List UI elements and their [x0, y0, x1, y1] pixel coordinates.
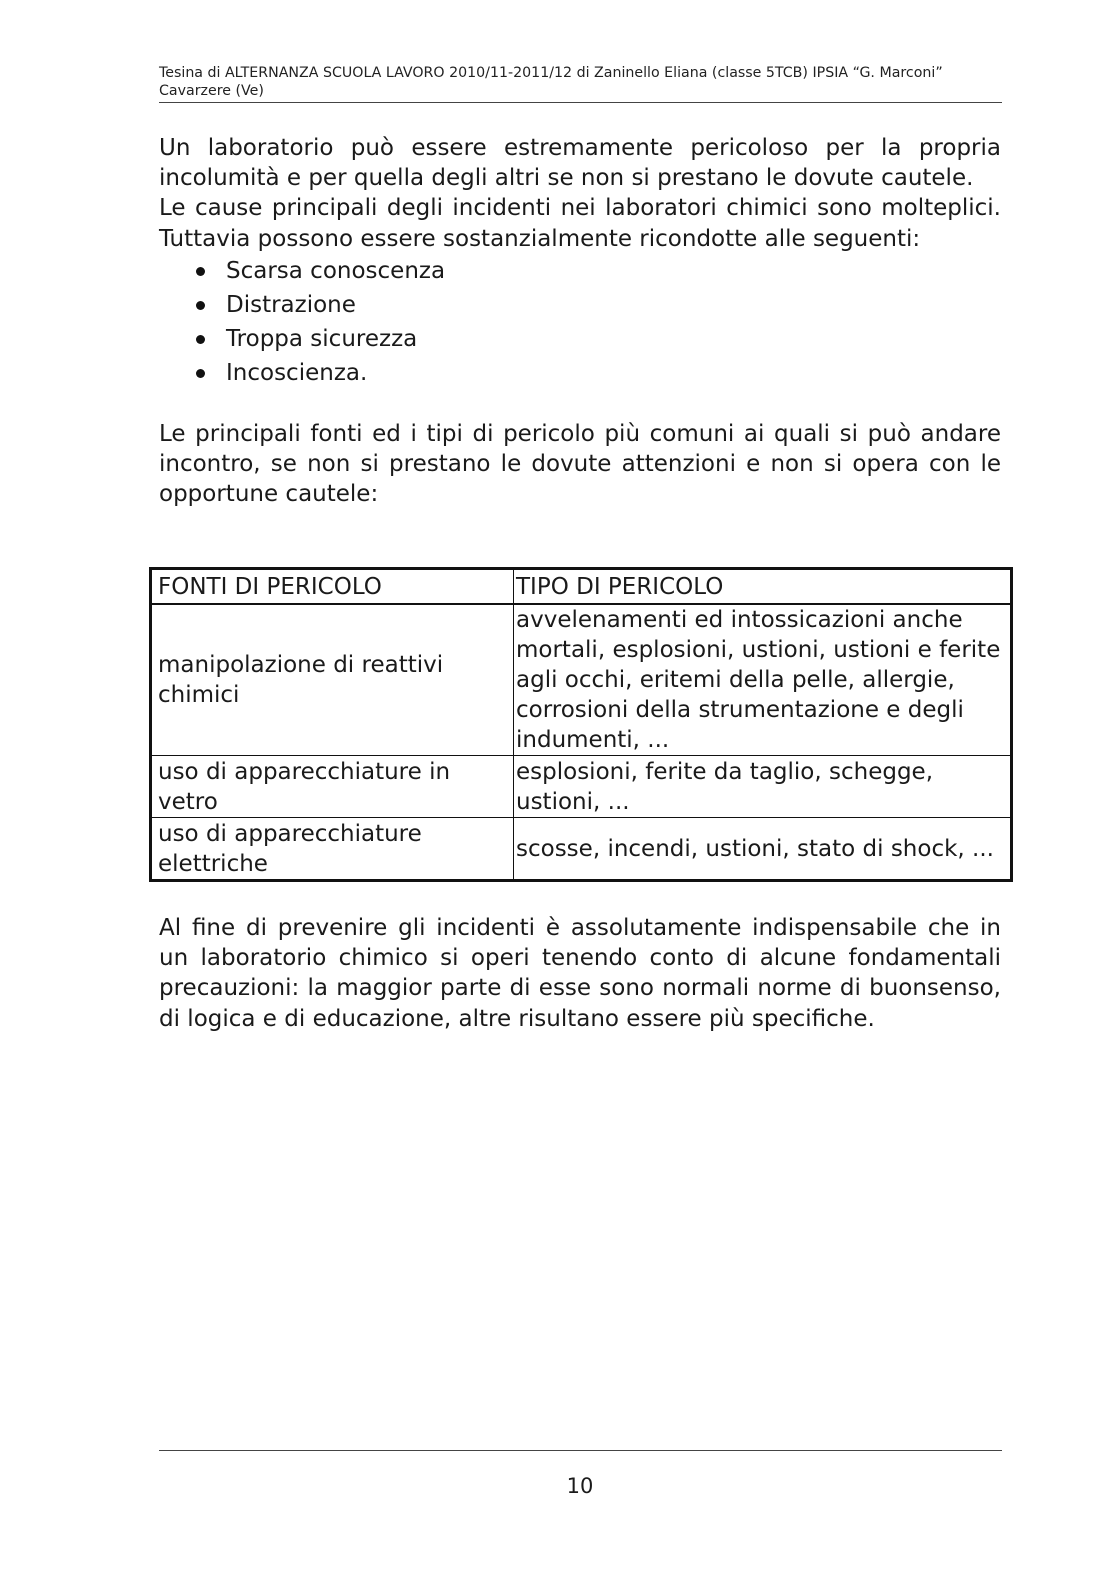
sources-intro-paragraph: Le principali fonti ed i tipi di pericolo più comuni ai quali si può andare incontro, se non si prestano le dovute attenzioni e non si opera con le opportune cautele:	[159, 421, 1001, 508]
source-cell: uso di apparecchiature elettriche	[152, 818, 514, 880]
table-row	[152, 818, 1011, 880]
hazards-table	[151, 569, 1011, 880]
cause-label: Distrazione	[226, 292, 356, 318]
list-item	[159, 356, 759, 390]
intro-paragraph-1: Un laboratorio può essere estremamente pericoloso per la propria incolumità e per quella degli altri se non si prestano le dovute cautele.	[159, 135, 1001, 192]
source-cell: manipolazione di reattivi chimici	[152, 604, 514, 756]
causes-list	[159, 254, 759, 390]
table-row	[152, 756, 1011, 818]
conclusion-paragraph: Al fine di prevenire gli incidenti è assolutamente indispensabile che in un laboratorio chimico si operi tenendo conto di alcune fondamentali precauzioni: la maggior parte di esse sono normali norme di buonsenso, di logica e di educazione, altre risultano essere più specifiche.	[159, 915, 1001, 1032]
bullet-icon	[196, 301, 205, 310]
header-cell-hazard-type: TIPO DI PERICOLO	[514, 570, 1011, 605]
footer-divider	[159, 1450, 1002, 1451]
list-item	[159, 322, 759, 356]
intro-section	[159, 133, 1001, 254]
hazard-cell: scosse, incendi, ustioni, stato di shock, ...	[514, 818, 1011, 880]
list-item	[159, 288, 759, 322]
table-row	[152, 604, 1011, 756]
intro-paragraph-2: Le cause principali degli incidenti nei laboratori chimici sono molteplici. Tuttavia possono essere sostanzialmente ricondotte alle seguenti:	[159, 195, 1001, 252]
page-header	[159, 64, 1002, 100]
list-item	[159, 254, 759, 288]
bullet-icon	[196, 335, 205, 344]
header-title-line: Tesina di ALTERNANZA SCUOLA LAVORO 2010/11-2011/12 di Zaninello Eliana (classe 5TCB) IPSIA “G. Marconi”	[159, 65, 943, 81]
hazards-table-frame	[149, 567, 1013, 882]
bullet-icon	[196, 369, 205, 378]
header-location-line: Cavarzere (Ve)	[159, 83, 264, 99]
source-cell: uso di apparecchiature in vetro	[152, 756, 514, 818]
cause-label: Troppa sicurezza	[226, 326, 418, 352]
cause-label: Incoscienza.	[226, 360, 368, 386]
hazard-cell: avvelenamenti ed intossicazioni anche mortali, esplosioni, ustioni, ustioni e ferite agli occhi, eritemi della pelle, allergie, corrosioni della strumentazione e degli indumenti, ...	[514, 604, 1011, 756]
table-header-row	[152, 570, 1011, 605]
page-number: 10	[566, 1474, 594, 1498]
sources-intro-section	[159, 419, 1001, 510]
conclusion-section	[159, 913, 1001, 1034]
header-cell-sources: FONTI DI PERICOLO	[152, 570, 514, 605]
hazard-cell: esplosioni, ferite da taglio, schegge, ustioni, ...	[514, 756, 1011, 818]
cause-label: Scarsa conoscenza	[226, 258, 446, 284]
bullet-icon	[196, 267, 205, 276]
header-divider	[159, 102, 1002, 103]
